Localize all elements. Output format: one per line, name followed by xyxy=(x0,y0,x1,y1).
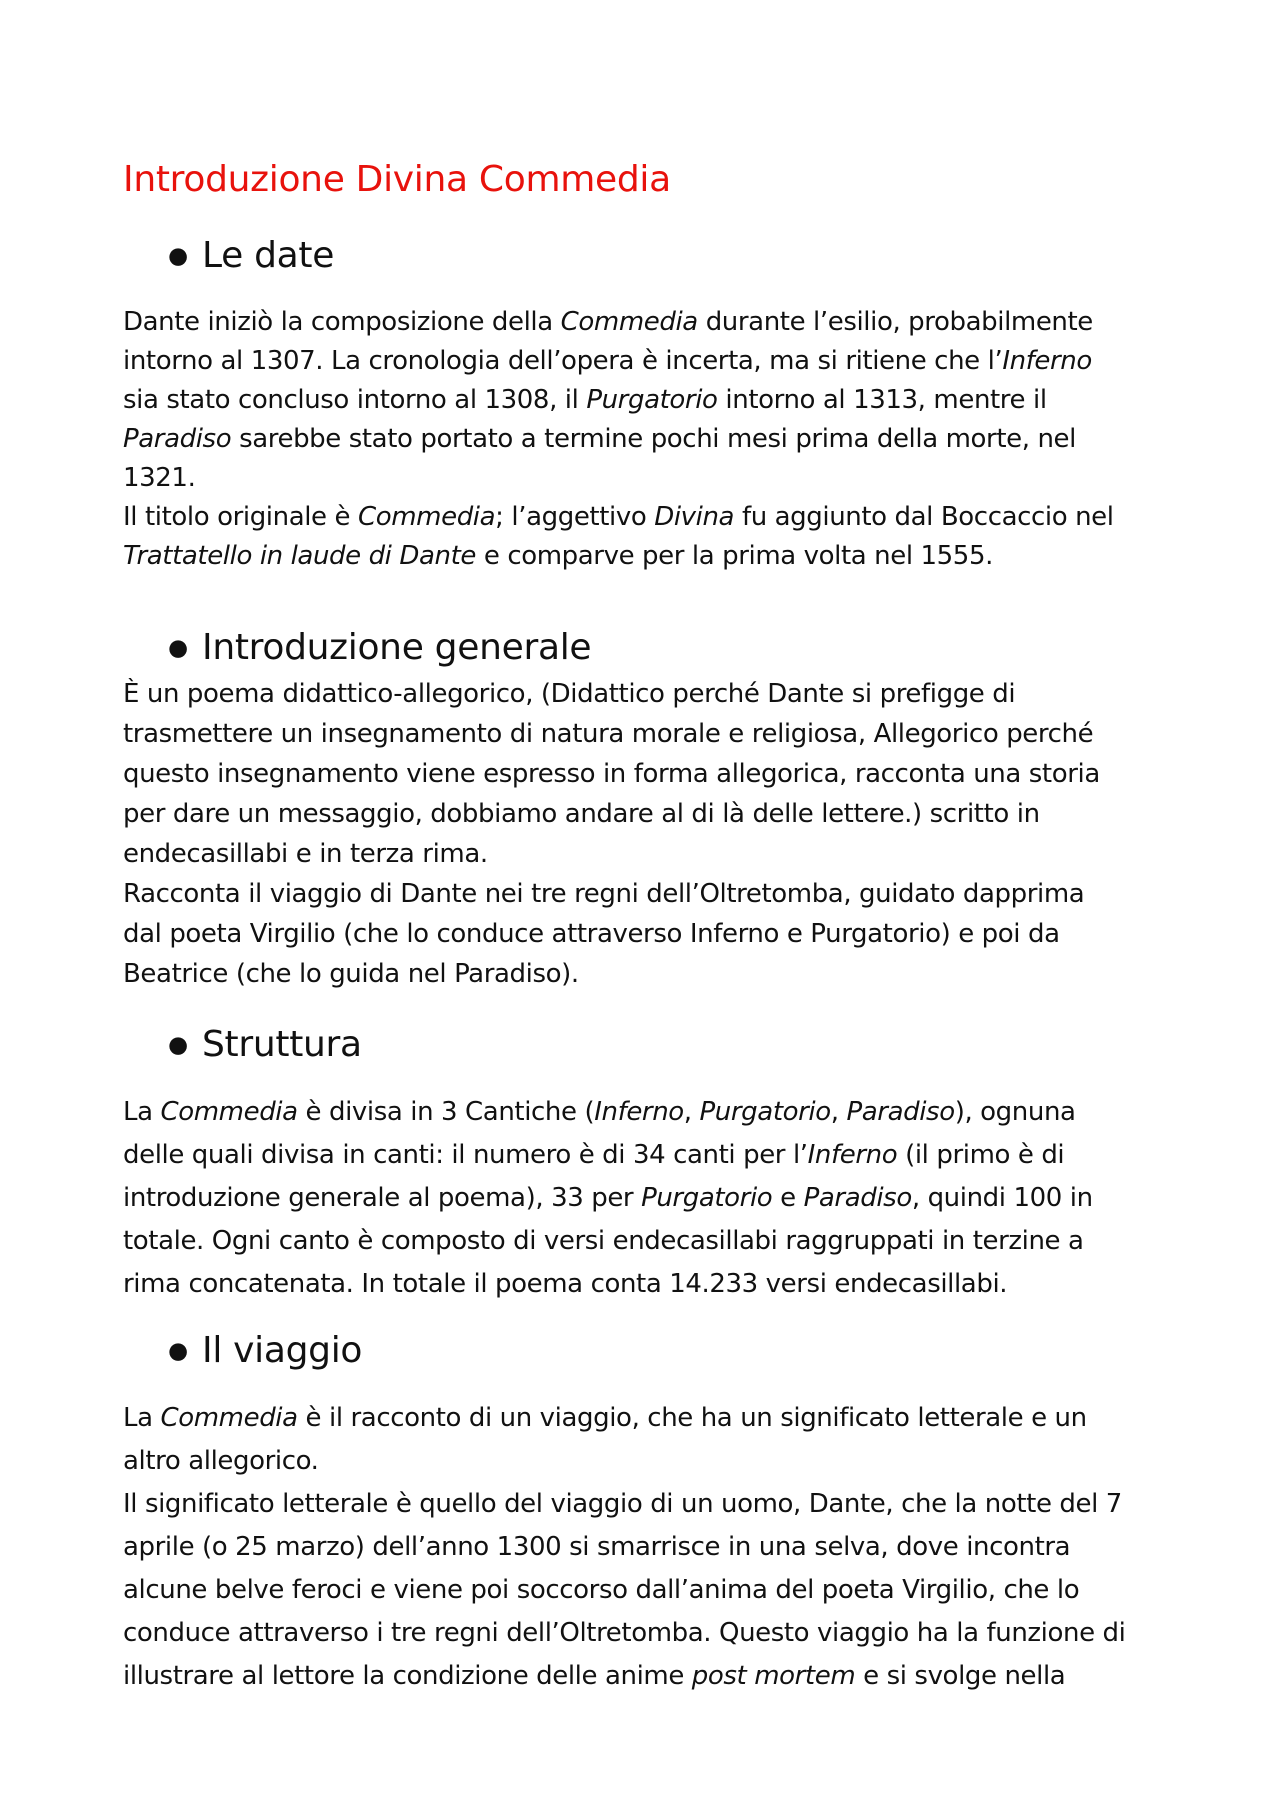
text-line xyxy=(123,914,1163,954)
text-run: (il primo è di xyxy=(897,1140,1065,1170)
text-run: intorno al 1313, mentre il xyxy=(717,385,1047,415)
italic-run: Paradiso xyxy=(123,424,232,454)
text-run: sia stato concluso intorno al 1308, il xyxy=(123,385,587,415)
text-run: e comparve per la prima volta nel 1555. xyxy=(476,541,993,571)
text-run: endecasillabi e in terza rima. xyxy=(123,839,488,869)
section-heading: Struttura xyxy=(202,1024,362,1065)
document-title: Introduzione Divina Commedia xyxy=(123,159,671,200)
text-line xyxy=(123,537,1163,576)
italic-run: Inferno xyxy=(807,1140,898,1170)
italic-run: Inferno xyxy=(1002,346,1092,376)
text-run: rima concatenata. In totale il poema conta 14.233 versi endecasillabi. xyxy=(123,1269,1008,1299)
text-line xyxy=(123,381,1163,420)
text-run: altro allegorico. xyxy=(123,1446,319,1476)
text-run: alcune belve feroci e viene poi soccorso dall’anima del poeta Virgilio, che lo xyxy=(123,1575,1080,1605)
italic-run: Commedia xyxy=(160,1097,298,1127)
text-run: Beatrice (che lo guida nel Paradiso). xyxy=(123,959,579,989)
text-run: sarebbe stato portato a termine pochi mesi prima della morte, nel xyxy=(231,424,1076,454)
italic-run: Inferno xyxy=(594,1097,684,1127)
text-run: aprile (o 25 marzo) dell’anno 1300 si smarrisce in una selva, dove incontra xyxy=(123,1532,1071,1562)
text-line xyxy=(123,874,1163,914)
text-run: è divisa in 3 Cantiche ( xyxy=(297,1097,595,1127)
text-line xyxy=(123,303,1163,342)
text-run: introduzione generale al poema), 33 per xyxy=(123,1183,642,1213)
text-run: , xyxy=(683,1097,700,1127)
text-run: È un poema didattico-allegorico, (Didattico perché Dante si prefigge di xyxy=(123,679,1016,709)
text-run: e xyxy=(772,1183,804,1213)
text-run: dal poeta Virgilio (che lo conduce attraverso Inferno e Purgatorio) e poi da xyxy=(123,919,1060,949)
section-heading: Introduzione generale xyxy=(202,627,592,668)
text-line xyxy=(123,714,1163,754)
text-line xyxy=(123,342,1163,381)
text-line xyxy=(123,1091,1163,1134)
text-line xyxy=(123,1440,1163,1483)
text-run: Racconta il viaggio di Dante nei tre regni dell’Oltretomba, guidato dapprima xyxy=(123,879,1085,909)
text-run: illustrare al lettore la condizione delle anime xyxy=(123,1661,692,1691)
text-line xyxy=(123,498,1163,537)
section-paragraph xyxy=(123,303,1163,576)
italic-run: Commedia xyxy=(560,307,698,337)
text-line xyxy=(123,459,1163,498)
text-line xyxy=(123,1655,1163,1698)
text-run: Dante iniziò la composizione della xyxy=(123,307,561,337)
text-line xyxy=(123,1483,1163,1526)
text-line xyxy=(123,794,1163,834)
text-run: e si svolge nella xyxy=(855,1661,1066,1691)
text-run: Il titolo originale è xyxy=(123,502,358,532)
section-heading: Il viaggio xyxy=(202,1330,363,1371)
text-line xyxy=(123,1263,1163,1306)
text-run: Il significato letterale è quello del viaggio di un uomo, Dante, che la notte del 7 xyxy=(123,1489,1122,1519)
italic-run: Divina xyxy=(654,502,735,532)
text-run: , quindi 100 in xyxy=(911,1183,1093,1213)
text-line xyxy=(123,834,1163,874)
section-heading: Le date xyxy=(202,235,335,276)
text-line xyxy=(123,1177,1163,1220)
text-line xyxy=(123,1134,1163,1177)
text-line xyxy=(123,1569,1163,1612)
italic-run: Purgatorio xyxy=(586,385,718,415)
bullet-icon: ● xyxy=(168,1338,189,1364)
text-line xyxy=(123,1526,1163,1569)
italic-run: post mortem xyxy=(691,1661,856,1691)
italic-run: Paradiso xyxy=(846,1097,955,1127)
italic-run: Purgatorio xyxy=(641,1183,773,1213)
text-run: delle quali divisa in canti: il numero è di 34 canti per l’ xyxy=(123,1140,808,1170)
bullet-icon: ● xyxy=(168,243,189,269)
text-run: questo insegnamento viene espresso in forma allegorica, racconta una storia xyxy=(123,759,1100,789)
text-run: ), ognuna xyxy=(954,1097,1076,1127)
text-line xyxy=(123,954,1163,994)
text-line xyxy=(123,1397,1163,1440)
text-run: per dare un messaggio, dobbiamo andare al di là delle lettere.) scritto in xyxy=(123,799,1040,829)
italic-run: Commedia xyxy=(160,1403,298,1433)
text-run: conduce attraverso i tre regni dell’Oltretomba. Questo viaggio ha la funzione di xyxy=(123,1618,1126,1648)
text-run: totale. Ogni canto è composto di versi endecasillabi raggruppati in terzine a xyxy=(123,1226,1084,1256)
text-line xyxy=(123,1220,1163,1263)
italic-run: Purgatorio xyxy=(699,1097,831,1127)
text-run: fu aggiunto dal Boccaccio nel xyxy=(734,502,1114,532)
text-run: trasmettere un insegnamento di natura morale e religiosa, Allegorico perché xyxy=(123,719,1094,749)
section-paragraph xyxy=(123,1091,1163,1306)
italic-run: Commedia xyxy=(357,502,496,532)
text-run: La xyxy=(123,1403,161,1433)
text-run: 1321. xyxy=(123,463,196,493)
text-run: è il racconto di un viaggio, che ha un significato letterale e un xyxy=(297,1403,1087,1433)
section-paragraph xyxy=(123,674,1163,994)
text-run: ; l’aggettivo xyxy=(495,502,655,532)
bullet-icon: ● xyxy=(168,635,189,661)
bullet-icon: ● xyxy=(168,1032,189,1058)
text-run: , xyxy=(830,1097,847,1127)
text-run: durante l’esilio, probabilmente xyxy=(697,307,1093,337)
italic-run: Paradiso xyxy=(803,1183,912,1213)
text-line xyxy=(123,420,1163,459)
italic-run: Trattatello in laude di Dante xyxy=(123,541,476,571)
text-run: intorno al 1307. La cronologia dell’opera è incerta, ma si ritiene che l’ xyxy=(123,346,1003,376)
text-line xyxy=(123,754,1163,794)
text-line xyxy=(123,674,1163,714)
section-paragraph xyxy=(123,1397,1163,1698)
text-run: La xyxy=(123,1097,161,1127)
text-line xyxy=(123,1612,1163,1655)
